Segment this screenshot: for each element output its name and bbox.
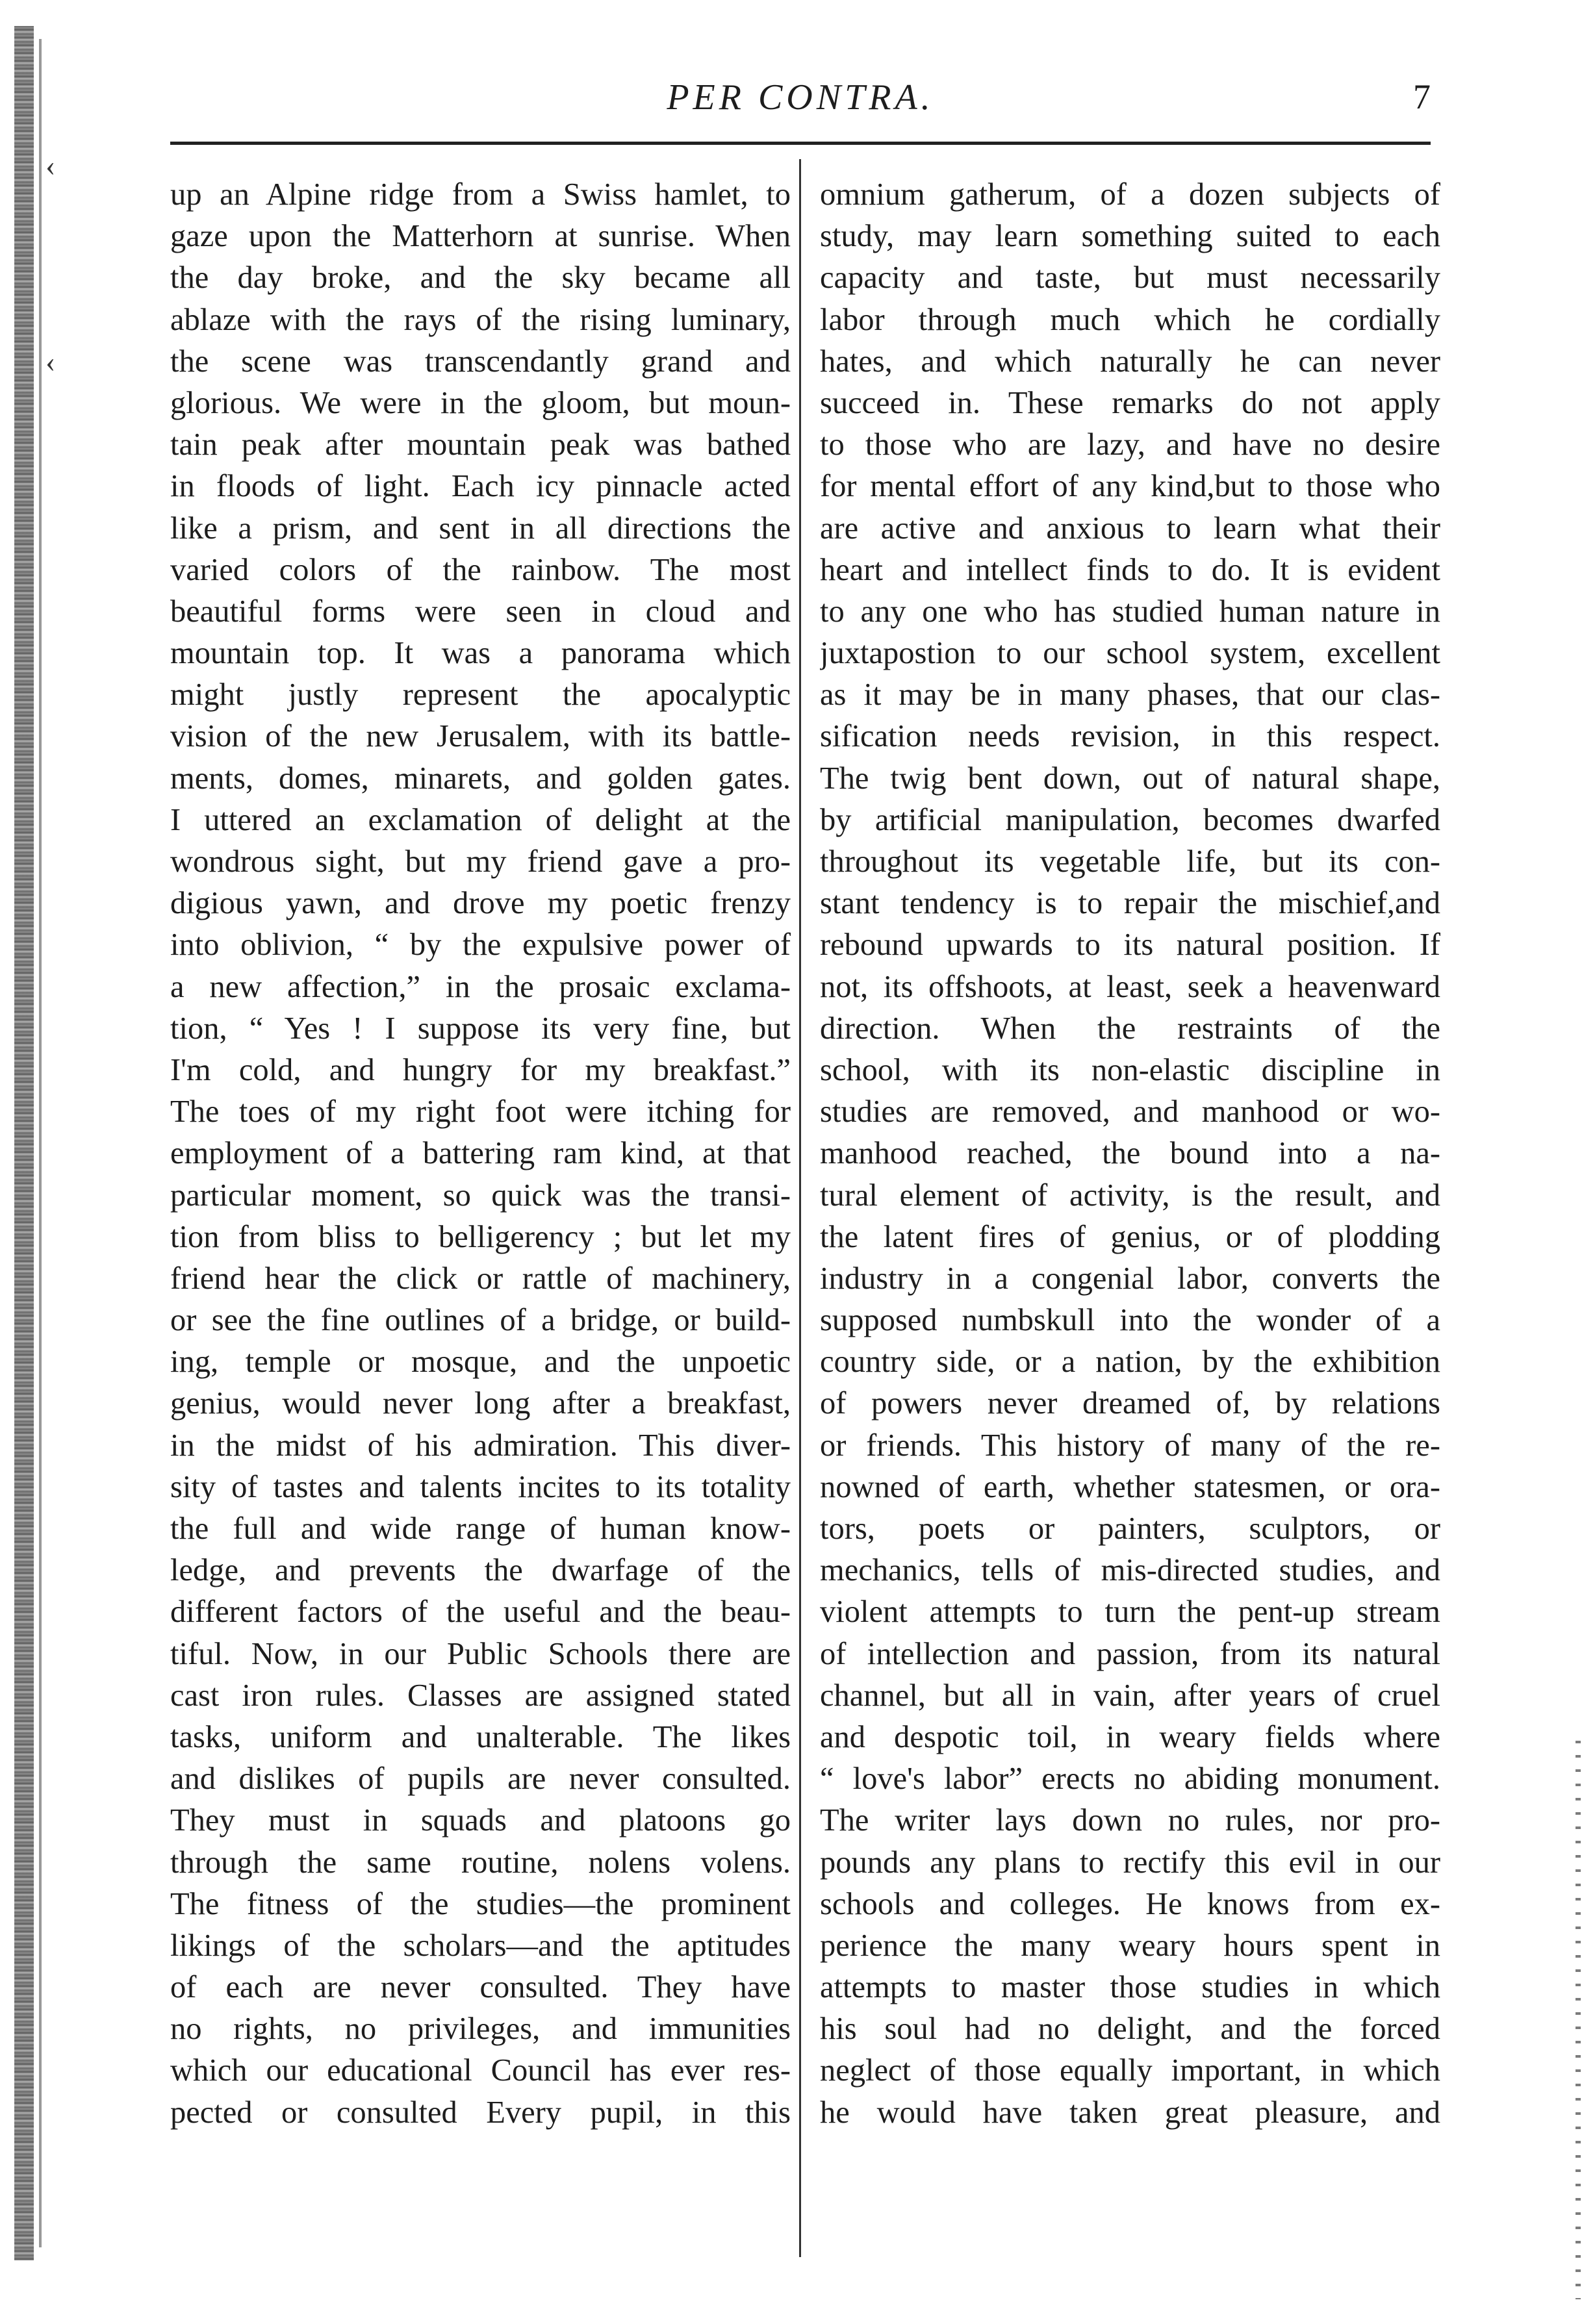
text-line: supposed numbskull into the wonder of a bbox=[820, 1303, 1440, 1338]
text-line: in floods of light. Each icy pinnacle acted bbox=[170, 469, 791, 504]
margin-mark: ‹ bbox=[45, 345, 56, 378]
text-line: and despotic toil, in weary fields where bbox=[820, 1719, 1440, 1754]
text-line: no rights, no privileges, and immunities bbox=[170, 2012, 791, 2047]
text-line: juxtapostion to our school system, excellent bbox=[820, 636, 1440, 671]
text-line: of each are never consulted. They have bbox=[170, 1970, 791, 2005]
text-line: stant tendency is to repair the mischief,and bbox=[820, 886, 1440, 921]
text-line: vision of the new Jerusalem, with its battle- bbox=[170, 719, 791, 754]
text-line: tion, “ Yes ! I suppose its very fine, but bbox=[170, 1011, 791, 1046]
text-line: rebound upwards to its natural position. If bbox=[820, 928, 1440, 963]
text-line: varied colors of the rainbow. The most bbox=[170, 552, 791, 587]
text-line: study, may learn something suited to each bbox=[820, 219, 1440, 254]
text-line: his soul had no delight, and the forced bbox=[820, 2012, 1440, 2047]
text-line: industry in a congenial labor, converts the bbox=[820, 1261, 1440, 1296]
text-line: the latent fires of genius, or of plodding bbox=[820, 1219, 1440, 1254]
text-line: The writer lays down no rules, nor pro- bbox=[820, 1803, 1440, 1838]
text-line: by artificial manipulation, becomes dwarfed bbox=[820, 802, 1440, 837]
text-line: cast iron rules. Classes are assigned stated bbox=[170, 1678, 791, 1713]
text-line: perience the many weary hours spent in bbox=[820, 1928, 1440, 1963]
text-line: attempts to master those studies in which bbox=[820, 1970, 1440, 2005]
text-line: mechanics, tells of mis-directed studies, and bbox=[820, 1553, 1440, 1588]
page-number: 7 bbox=[1413, 77, 1431, 116]
text-line: school, with its non-elastic discipline in bbox=[820, 1052, 1440, 1087]
page-header bbox=[170, 77, 1431, 129]
text-line: like a prism, and sent in all directions the bbox=[170, 511, 791, 546]
text-line: The toes of my right foot were itching for bbox=[170, 1094, 791, 1130]
text-line: hates, and which naturally he can never bbox=[820, 344, 1440, 379]
text-line: labor through much which he cordially bbox=[820, 302, 1440, 337]
header-rule bbox=[170, 142, 1431, 145]
text-line: capacity and taste, but must necessarily bbox=[820, 260, 1440, 296]
text-line: sity of tastes and talents incites to its totality bbox=[170, 1469, 791, 1504]
text-line: tiful. Now, in our Public Schools there are bbox=[170, 1636, 791, 1671]
right-column bbox=[820, 174, 1440, 2134]
text-line: particular moment, so quick was the transi- bbox=[170, 1178, 791, 1213]
text-line: channel, but all in vain, after years of cruel bbox=[820, 1678, 1440, 1713]
text-line: I'm cold, and hungry for my breakfast.” bbox=[170, 1052, 791, 1087]
text-line: ledge, and prevents the dwarfage of the bbox=[170, 1553, 791, 1588]
text-line: the scene was transcendantly grand and bbox=[170, 344, 791, 379]
text-line: gaze upon the Matterhorn at sunrise. When bbox=[170, 219, 791, 254]
text-line: in the midst of his admiration. This diver- bbox=[170, 1428, 791, 1463]
text-line: throughout its vegetable life, but its con- bbox=[820, 844, 1440, 879]
binding-shadow-line bbox=[39, 39, 42, 2247]
text-line: not, its offshoots, at least, seek a heavenward bbox=[820, 969, 1440, 1004]
text-line: succeed in. These remarks do not apply bbox=[820, 385, 1440, 420]
text-line: nowned of earth, whether statesmen, or ora- bbox=[820, 1469, 1440, 1504]
text-line: he would have taken great pleasure, and bbox=[820, 2095, 1440, 2130]
text-line: of powers never dreamed of, by relations bbox=[820, 1386, 1440, 1421]
text-line: sification needs revision, in this respect. bbox=[820, 719, 1440, 754]
text-line: omnium gatherum, of a dozen subjects of bbox=[820, 177, 1440, 212]
text-line: or see the fine outlines of a bridge, or build- bbox=[170, 1303, 791, 1338]
text-line: They must in squads and platoons go bbox=[170, 1803, 791, 1838]
text-line: which our educational Council has ever res- bbox=[170, 2053, 791, 2088]
text-line: through the same routine, nolens volens. bbox=[170, 1845, 791, 1880]
text-line: as it may be in many phases, that our clas- bbox=[820, 677, 1440, 713]
text-line: The fitness of the studies—the prominent bbox=[170, 1886, 791, 1921]
text-line: heart and intellect finds to do. It is evident bbox=[820, 552, 1440, 587]
left-column bbox=[170, 174, 791, 2134]
text-line: “ love's labor” erects no abiding monument. bbox=[820, 1762, 1440, 1797]
text-line: tion from bliss to belligerency ; but let my bbox=[170, 1219, 791, 1254]
text-line: tors, poets or painters, sculptors, or bbox=[820, 1511, 1440, 1546]
text-line: employment of a battering ram kind, at that bbox=[170, 1136, 791, 1171]
text-line: glorious. We were in the gloom, but moun- bbox=[170, 385, 791, 420]
text-line: mountain top. It was a panorama which bbox=[170, 636, 791, 671]
text-line: digious yawn, and drove my poetic frenzy bbox=[170, 886, 791, 921]
text-line: and dislikes of pupils are never consulted. bbox=[170, 1762, 791, 1797]
text-line: tural element of activity, is the result, and bbox=[820, 1178, 1440, 1213]
text-line: ments, domes, minarets, and golden gates. bbox=[170, 761, 791, 796]
text-line: country side, or a nation, by the exhibition bbox=[820, 1345, 1440, 1380]
text-line: to any one who has studied human nature in bbox=[820, 594, 1440, 629]
text-line: likings of the scholars—and the aptitudes bbox=[170, 1928, 791, 1963]
text-line: pounds any plans to rectify this evil in our bbox=[820, 1845, 1440, 1880]
text-line: ablaze with the rays of the rising luminary, bbox=[170, 302, 791, 337]
text-line: tasks, uniform and unalterable. The likes bbox=[170, 1719, 791, 1754]
text-line: up an Alpine ridge from a Swiss hamlet, to bbox=[170, 177, 791, 212]
running-title: PER CONTRA. bbox=[667, 77, 934, 118]
text-line: wondrous sight, but my friend gave a pro- bbox=[170, 844, 791, 879]
text-line: of intellection and passion, from its natural bbox=[820, 1636, 1440, 1671]
text-line: friend hear the click or rattle of machinery, bbox=[170, 1261, 791, 1296]
text-line: or friends. This history of many of the re- bbox=[820, 1428, 1440, 1463]
text-line: into oblivion, “ by the expulsive power of bbox=[170, 928, 791, 963]
text-line: for mental effort of any kind,but to those who bbox=[820, 469, 1440, 504]
text-line: direction. When the restraints of the bbox=[820, 1011, 1440, 1046]
text-line: neglect of those equally important, in which bbox=[820, 2053, 1440, 2088]
text-line: to those who are lazy, and have no desire bbox=[820, 427, 1440, 462]
text-line: violent attempts to turn the pent-up stream bbox=[820, 1595, 1440, 1630]
text-line: I uttered an exclamation of delight at the bbox=[170, 802, 791, 837]
text-line: tain peak after mountain peak was bathed bbox=[170, 427, 791, 462]
scan-edge-marks bbox=[1576, 1741, 1581, 2299]
text-line: genius, would never long after a breakfast, bbox=[170, 1386, 791, 1421]
text-line: the day broke, and the sky became all bbox=[170, 260, 791, 296]
column-divider bbox=[799, 159, 801, 2257]
text-line: different factors of the useful and the beau- bbox=[170, 1595, 791, 1630]
text-line: beautiful forms were seen in cloud and bbox=[170, 594, 791, 629]
text-line: schools and colleges. He knows from ex- bbox=[820, 1886, 1440, 1921]
margin-mark: ‹ bbox=[45, 149, 56, 182]
text-line: are active and anxious to learn what their bbox=[820, 511, 1440, 546]
text-line: The twig bent down, out of natural shape, bbox=[820, 761, 1440, 796]
text-line: the full and wide range of human know- bbox=[170, 1511, 791, 1546]
text-line: a new affection,” in the prosaic exclama- bbox=[170, 969, 791, 1004]
text-line: might justly represent the apocalyptic bbox=[170, 677, 791, 713]
text-line: studies are removed, and manhood or wo- bbox=[820, 1094, 1440, 1130]
text-line: pected or consulted Every pupil, in this bbox=[170, 2095, 791, 2130]
text-line: ing, temple or mosque, and the unpoetic bbox=[170, 1345, 791, 1380]
book-binding-edge bbox=[14, 26, 34, 2260]
text-line: manhood reached, the bound into a na- bbox=[820, 1136, 1440, 1171]
